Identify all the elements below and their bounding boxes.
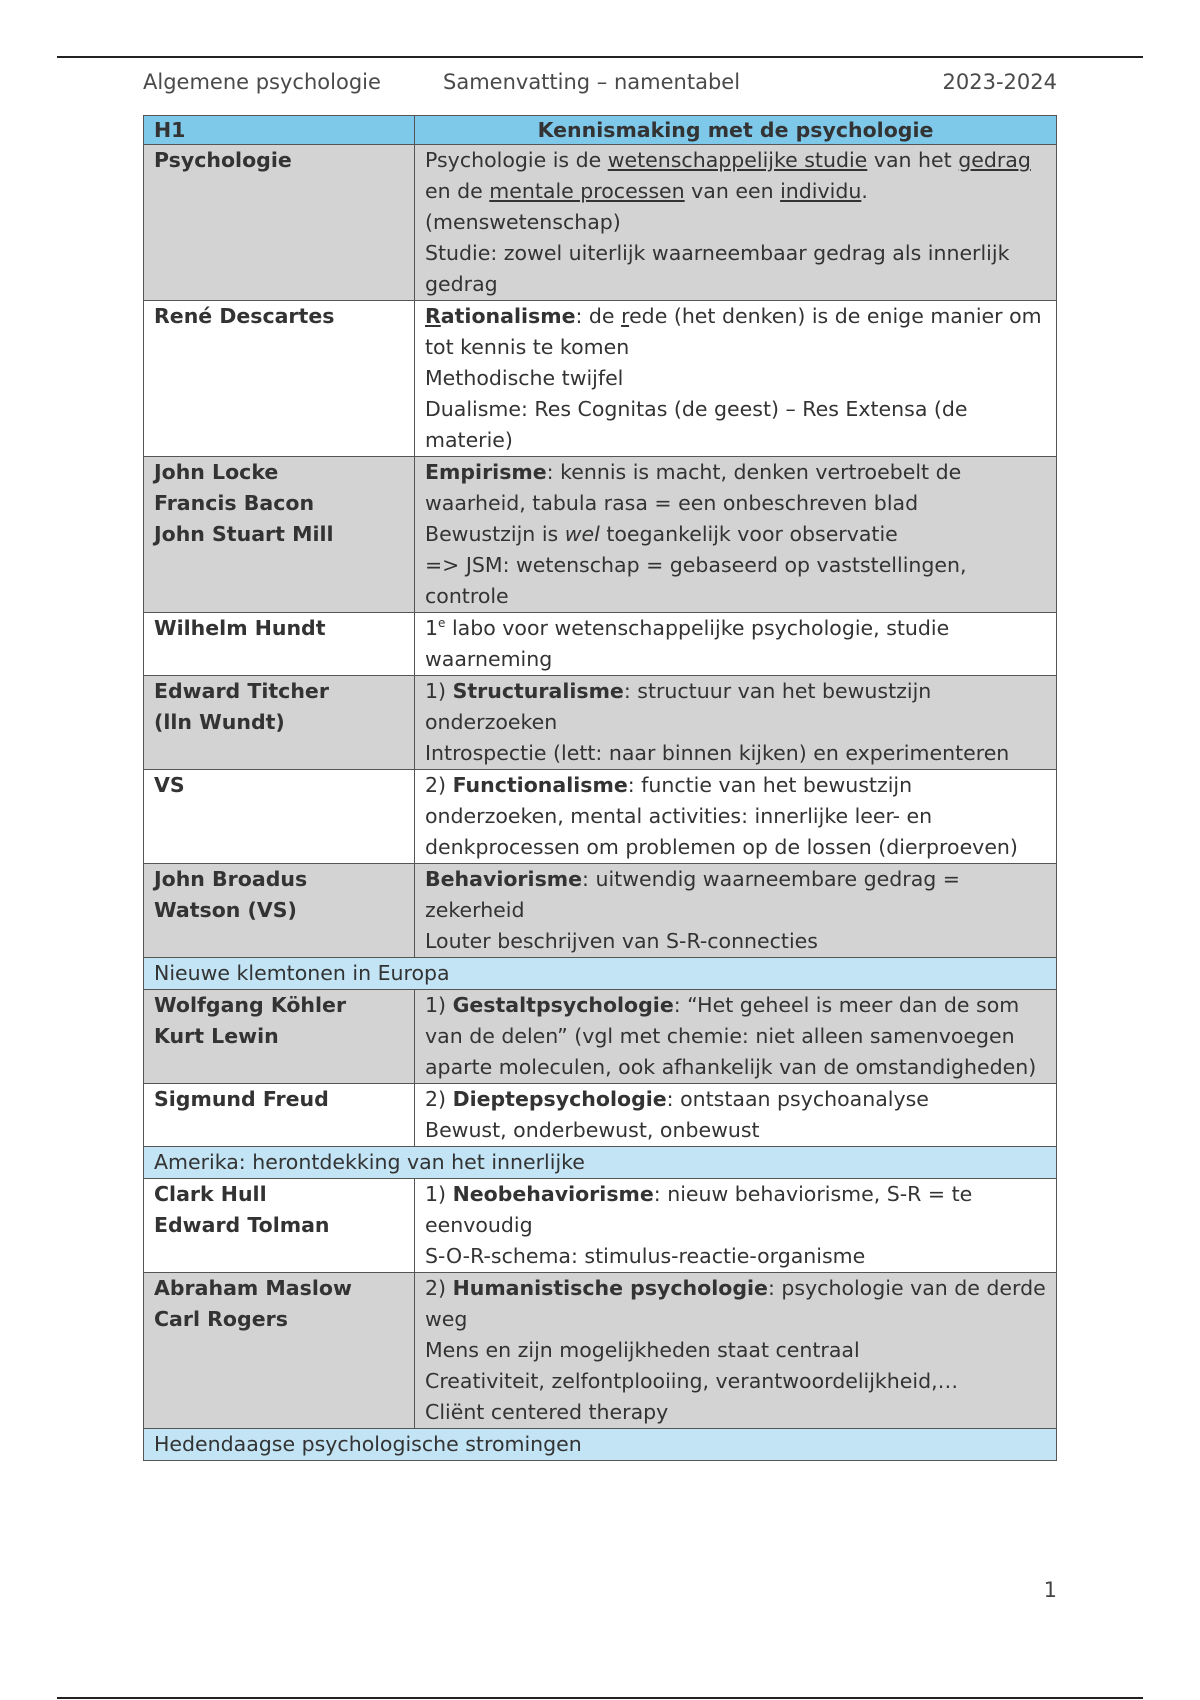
row-name: Wilhelm Hundt	[144, 613, 415, 676]
section-row	[144, 1429, 1057, 1461]
page-header	[143, 70, 1057, 100]
row-name: Edward Titcher (lln Wundt)	[144, 676, 415, 770]
section-row	[144, 958, 1057, 990]
table-row	[144, 1273, 1057, 1429]
row-description: 2) Humanistische psychologie: psychologie van de derde weg Mens en zijn mogelijkheden staat centraal Creativiteit, zelfontplooiing, verantwoordelijkheid,… Cliënt centered therapy	[415, 1273, 1057, 1429]
section-title-europe: Nieuwe klemtonen in Europa	[144, 958, 1057, 990]
table-row	[144, 613, 1057, 676]
table-row	[144, 301, 1057, 457]
name-table	[143, 115, 1057, 1461]
table-row	[144, 457, 1057, 613]
table-row	[144, 990, 1057, 1084]
table-row	[144, 1179, 1057, 1273]
section-title-today: Hedendaagse psychologische stromingen	[144, 1429, 1057, 1461]
row-name: John Locke Francis Bacon John Stuart Mill	[144, 457, 415, 613]
header-subject: Algemene psychologie	[143, 70, 381, 94]
row-name: Abraham Maslow Carl Rogers	[144, 1273, 415, 1429]
row-description: 1) Structuralisme: structuur van het bewustzijn onderzoeken Introspectie (lett: naar binnen kijken) en experimenteren	[415, 676, 1057, 770]
page-number: 1	[1043, 1578, 1057, 1602]
table-row	[144, 770, 1057, 864]
table-row	[144, 864, 1057, 958]
table-row	[144, 1084, 1057, 1147]
row-description: 1) Neobehaviorisme: nieuw behaviorisme, S-R = te eenvoudig S-O-R-schema: stimulus-reactie-organisme	[415, 1179, 1057, 1273]
footer-rule	[57, 1697, 1143, 1699]
row-name: Sigmund Freud	[144, 1084, 415, 1147]
header-year: 2023-2024	[942, 70, 1057, 94]
row-description: 2) Dieptepsychologie: ontstaan psychoanalyse Bewust, onderbewust, onbewust	[415, 1084, 1057, 1147]
row-name: Wolfgang Köhler Kurt Lewin	[144, 990, 415, 1084]
row-name: René Descartes	[144, 301, 415, 457]
row-description: 2) Functionalisme: functie van het bewustzijn onderzoeken, mental activities: innerlijke leer- en denkprocessen om problemen op de lossen (dierproeven)	[415, 770, 1057, 864]
row-description: Empirisme: kennis is macht, denken vertroebelt de waarheid, tabula rasa = een onbeschreven blad Bewustzijn is wel toegankelijk voor observatie => JSM: wetenschap = gebaseerd op vaststellingen, controle	[415, 457, 1057, 613]
header-document-title: Samenvatting – namentabel	[443, 70, 741, 94]
row-name: VS	[144, 770, 415, 864]
row-description: 1e labo voor wetenschappelijke psychologie, studie waarneming	[415, 613, 1057, 676]
row-description: Rationalisme: de rede (het denken) is de enige manier om tot kennis te komen Methodische twijfel Dualisme: Res Cognitas (de geest) – Res Extensa (de materie)	[415, 301, 1057, 457]
table-row	[144, 145, 1057, 301]
row-name: Psychologie	[144, 145, 415, 301]
table-row	[144, 676, 1057, 770]
table-header-row	[144, 116, 1057, 145]
header-rule	[57, 56, 1143, 58]
chapter-title: Kennismaking met de psychologie	[415, 116, 1057, 145]
row-description: 1) Gestaltpsychologie: “Het geheel is meer dan de som van de delen” (vgl met chemie: niet alleen samenvoegen aparte moleculen, ook afhankelijk van de omstandigheden)	[415, 990, 1057, 1084]
row-name: John Broadus Watson (VS)	[144, 864, 415, 958]
section-row	[144, 1147, 1057, 1179]
chapter-label: H1	[144, 116, 415, 145]
section-title-america: Amerika: herontdekking van het innerlijke	[144, 1147, 1057, 1179]
row-description: Behaviorisme: uitwendig waarneembare gedrag = zekerheid Louter beschrijven van S-R-connecties	[415, 864, 1057, 958]
row-name: Clark Hull Edward Tolman	[144, 1179, 415, 1273]
row-description: Psychologie is de wetenschappelijke studie van het gedrag en de mentale processen van een individu. (menswetenschap) Studie: zowel uiterlijk waarneembaar gedrag als innerlijk gedrag	[415, 145, 1057, 301]
